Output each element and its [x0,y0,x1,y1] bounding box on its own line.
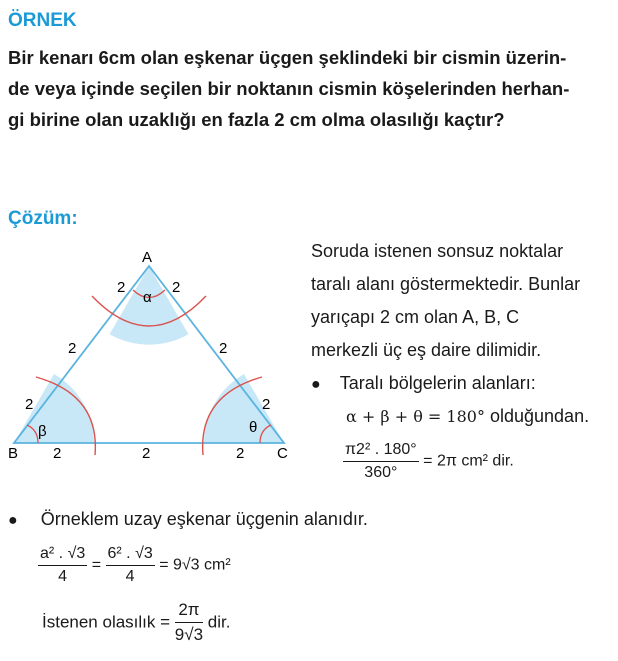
example-title: ÖRNEK [8,10,77,31]
bullet-2-label: Örneklem uzay eşkenar üçgenin alanıdır. [40,509,368,529]
paragraph-line: taralı alanı göstermektedir. Bunlar [311,274,581,294]
bullet-icon: ● [311,376,321,393]
frac1-num: a² . √3 [38,545,87,566]
probability-den: 9√3 [174,625,204,644]
angle-theta: θ [249,419,258,436]
equals: = [91,556,102,574]
triangle-area-result: = 9√3 cm² [159,556,231,574]
seg-label: 2 [68,340,77,357]
seg-label: 2 [142,445,151,462]
seg-label: 2 [117,279,126,296]
probability-fraction [175,600,203,645]
angle-sum: α + β + θ = 180° [346,407,485,426]
angle-sum-line [346,400,589,433]
bullet-2 [8,503,368,537]
vertex-A: A [142,249,153,266]
paragraph-line: yarıçapı 2 cm olan A, B, C [311,307,520,327]
area-fraction [343,441,419,482]
probability-num: 2π [175,600,203,623]
paragraph-line: Soruda istenen sonsuz noktalar [311,241,564,261]
vertex-B: B [8,445,19,462]
seg-label: 2 [262,396,271,413]
paragraph-line: merkezli üç eş daire dilimidir. [311,340,542,360]
seg-label: 2 [219,340,228,357]
area-fraction-1 [38,545,87,586]
question-text [8,42,614,135]
angle-beta: β [38,423,47,440]
angle-alpha: α [143,289,152,306]
question-line-1: Bir kenarı 6cm olan eşkenar üçgen şeklindeki bir cismin üzerin- [8,47,567,68]
triangle-figure [0,238,310,470]
seg-label: 2 [53,445,62,462]
frac2-num: 6² . √3 [106,545,155,566]
area-formula [343,441,514,482]
solution-paragraph [311,235,580,367]
angle-sum-suffix: olduğundan. [489,406,590,426]
probability-line [42,600,230,645]
probability-suffix: dir. [207,612,231,632]
question-line-2: de veya içinde seçilen bir noktanın cismin köşelerinden herhan- [8,78,570,99]
vertex-C: C [277,445,288,462]
question-line-3: gi birine olan uzaklığı en fazla 2 cm olma olasılığı kaçtır? [8,109,505,130]
bullet-icon: ● [8,512,18,529]
triangle-area-formula [38,545,231,586]
sector-C [204,374,284,443]
area-result: = 2π cm² dir. [423,452,514,470]
seg-label: 2 [172,279,181,296]
area-numerator: π2² . 180° [343,441,419,462]
frac1-den: 4 [58,568,68,585]
solution-title: Çözüm: [8,208,78,229]
bullet-1 [311,367,536,401]
frac2-den: 4 [125,568,135,585]
area-fraction-2 [106,545,155,586]
area-denominator: 360° [364,464,398,481]
seg-label: 2 [25,396,34,413]
seg-label: 2 [236,445,245,462]
bullet-1-label: Taralı bölgelerin alanları: [339,373,536,393]
probability-label: İstenen olasılık = [42,612,171,632]
